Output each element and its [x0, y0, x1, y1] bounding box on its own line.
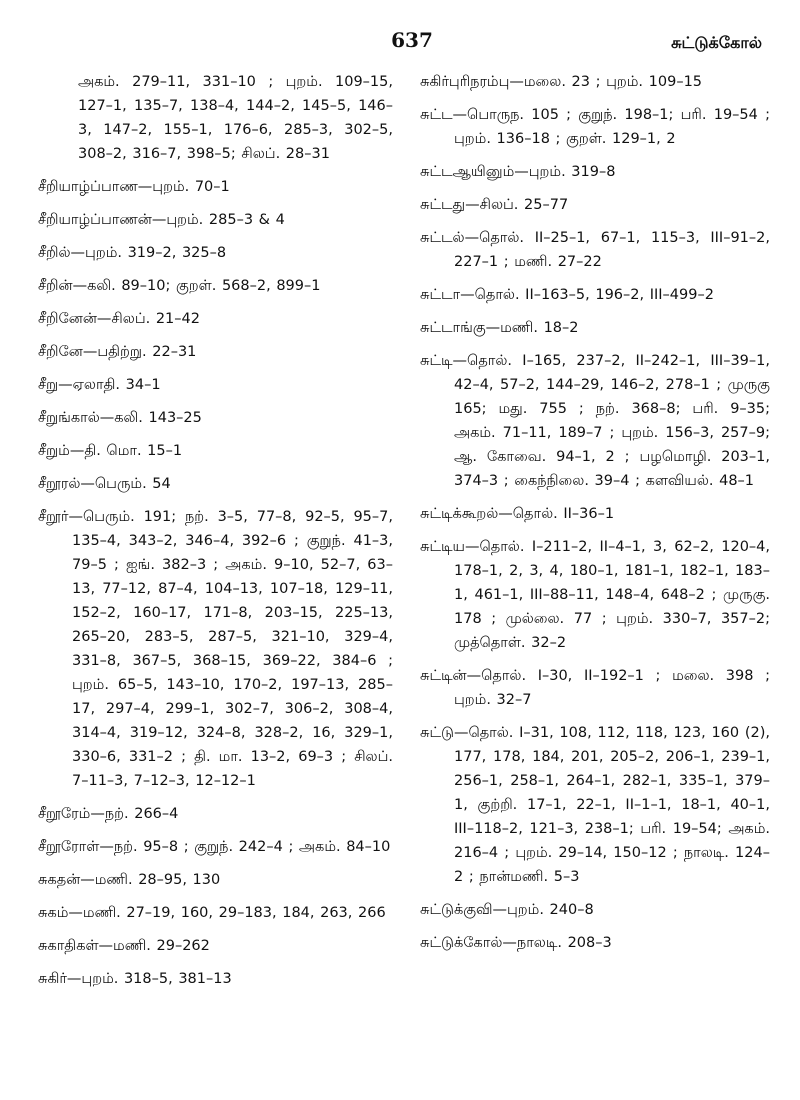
page-number: 637: [391, 28, 433, 52]
index-entry: சுட்டுக்கோல்—நாலடி. 208–3: [420, 935, 612, 951]
index-entry: சுட்டின்—தொல். I–30, II–192–1 ; மலை. 398 ; புறம். 32–7: [420, 668, 770, 708]
index-entry: சீறூரோள்—நற். 95–8 ; குறுந். 242–4 ; அகம். 84–10: [38, 839, 391, 855]
index-entry: சீறியாழ்ப்பாண—புறம். 70–1: [38, 179, 230, 195]
index-entry: சுட்டி—தொல். I–165, 237–2, II–242–1, III–39–1, 42–4, 57–2, 144–29, 146–2, 278–1 ; முருகு 165; மது. 755 ; நற். 368–8; பரி. 9–35; அகம். 71–11, 189–7 ; புறம். 156–3, 257–9; ஆ. கோவை. 94–1, 2 ; பழமொழி. 203–1, 374–3 ; கைந்நிலை. 39–4 ; களவியல். 48–1: [420, 353, 770, 489]
index-entry: சீறு—ஏலாதி. 34–1: [38, 377, 161, 393]
index-entry: சீறின்—கலி. 89–10; குறள். 568–2, 899–1: [38, 278, 321, 294]
index-entry: சுட்டா—தொல். II–163–5, 196–2, III–499–2: [420, 287, 714, 303]
right-column: [420, 70, 770, 964]
index-entry: சுகம்—மணி. 27–19, 160, 29–183, 184, 263, 266: [38, 905, 386, 921]
index-entry: சுட்டாங்கு—மணி. 18–2: [420, 320, 579, 336]
index-entry: சுகாதிகள்—மணி. 29–262: [38, 938, 210, 954]
index-entry: சுட்டல்—தொல். II–25–1, 67–1, 115–3, III–91–2, 227–1 ; மணி. 27–22: [420, 230, 770, 270]
index-entry: சீறுங்கால்—கலி. 143–25: [38, 410, 202, 426]
index-entry: சீறியாழ்ப்பாணன்—புறம். 285–3 & 4: [38, 212, 285, 228]
index-entry: சுகிர்புரிநரம்பு—மலை. 23 ; புறம். 109–15: [420, 74, 703, 90]
index-entry: சுகிர்—புறம். 318–5, 381–13: [38, 971, 232, 987]
index-entry: சீறூர்—பெரும். 191; நற். 3–5, 77–8, 92–5, 95–7, 135–4, 343–2, 346–4, 392–6 ; குறுந். 41–3, 79–5 ; ஐங். 382–3 ; அகம். 9–10, 52–7, 63–13, 77–12, 87–4, 104–13, 107–18, 129–11, 152–2, 160–17, 171–8, 203–15, 225–13, 265–20, 283–5, 287–5, 321–10, 329–4, 331–8, 367–5, 368–15, 369–22, 384–6 ; புறம். 65–5, 143–10, 170–2, 197–13, 285–17, 297–4, 299–1, 302–7, 306–2, 308–4, 314–4, 319–12, 324–8, 328–2, 16, 329–1, 330–6, 331–2 ; தி. மா. 13–2, 69–3 ; சிலப். 7–11–3, 7–12–3, 12–12–1: [38, 509, 393, 789]
index-entry: சீறினே—பதிற்று. 22–31: [38, 344, 197, 360]
index-entry: சீறூரல்—பெரும். 54: [38, 476, 171, 492]
index-entry: அகம். 279–11, 331–10 ; புறம். 109–15, 127–1, 135–7, 138–4, 144–2, 145–5, 146–3, 147–2, 155–1, 176–6, 285–3, 302–5, 308–2, 316–7, 398–5; சிலப். 28–31: [78, 74, 393, 162]
index-entry: சுட்டு—தொல். I–31, 108, 112, 118, 123, 160 (2), 177, 178, 184, 201, 205–2, 206–1, 239–1, 256–1, 258–1, 264–1, 282–1, 335–1, 379–1, குற்றி. 17–1, 22–1, II–1–1, 18–1, 40–1, III–118–2, 121–3, 238–1; பரி. 19–54; அகம். 216–4 ; புறம். 29–14, 150–12 ; நாலடி. 124–2 ; நான்மணி. 5–3: [420, 725, 770, 885]
index-entry: சுட்டது—சிலப். 25–77: [420, 197, 569, 213]
index-entry: சுட்டுக்குவி—புறம். 240–8: [420, 902, 594, 918]
index-entry: சீறூரேம்—நற். 266–4: [38, 806, 179, 822]
index-entry: சீறில்—புறம். 319–2, 325–8: [38, 245, 227, 261]
index-entry: சீறினேன்—சிலப். 21–42: [38, 311, 200, 327]
index-entry: சுகதன்—மணி. 28–95, 130: [38, 872, 221, 888]
index-entry: சீறும்—தி. மொ. 15–1: [38, 443, 183, 459]
left-column: [38, 70, 393, 1000]
index-entry: சுட்டிய—தொல். I–211–2, II–4–1, 3, 62–2, 120–4, 178–1, 2, 3, 4, 180–1, 181–1, 182–1, 183–1, 461–1, III–88–11, 148–4, 648–2 ; முருகு. 178 ; முல்லை. 77 ; புறம். 330–7, 357–2; முத்தொள். 32–2: [420, 539, 770, 651]
index-entry: சுட்டஆயினும்—புறம். 319–8: [420, 164, 616, 180]
index-entry: சுட்டிக்கூறல்—தொல். II–36–1: [420, 506, 615, 522]
index-entry: சுட்ட—பொருந. 105 ; குறுந். 198–1; பரி. 19–54 ; புறம். 136–18 ; குறள். 129–1, 2: [420, 107, 770, 147]
running-head: சுட்டுக்கோல்: [671, 33, 762, 52]
